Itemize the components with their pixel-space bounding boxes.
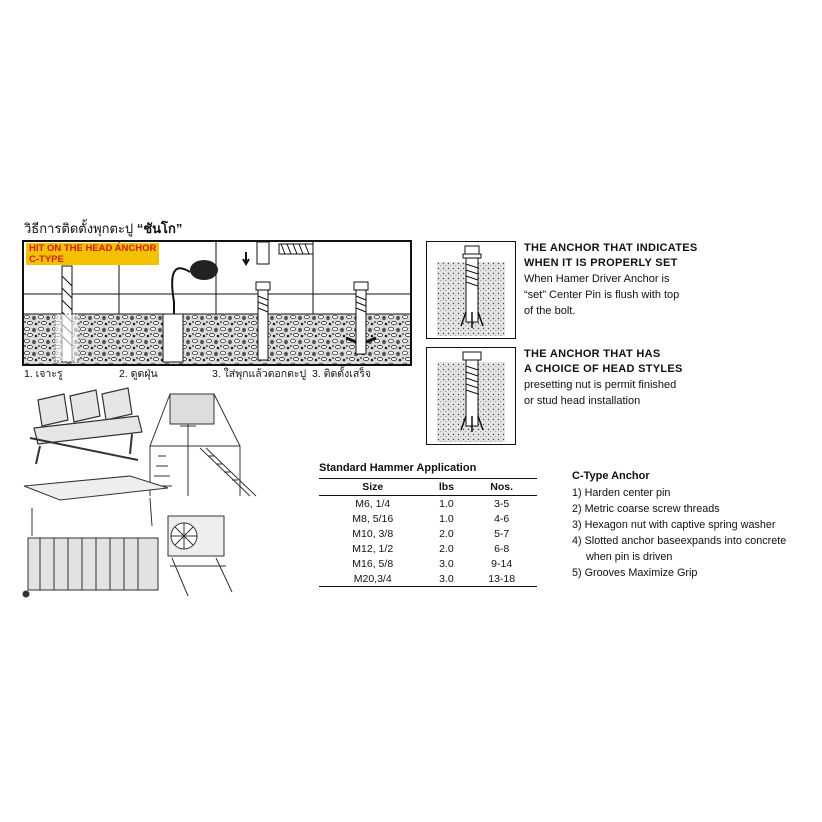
ctype-section [572,470,812,581]
application-illustrations [20,386,290,606]
header-lbs: lbs [426,479,466,496]
info-block-2 [524,347,764,409]
anchor-section-icon-1 [427,242,515,338]
ctype-item-5: 5) Grooves Maximize Grip [572,567,698,579]
info-text-1b: “set” Center Pin is flush with top [524,289,680,301]
ctype-item-4-cont: when pin is driven [586,551,673,563]
ctype-item-2: 2) Metric coarse screw threads [572,503,720,515]
cell-lbs: 3.0 [426,571,466,587]
balcony-icon [23,476,168,597]
anchor-figure-2 [426,347,516,445]
cell-lbs: 1.0 [439,497,454,510]
step-label-2: 2. ดูดฝุ่น [119,368,158,380]
info-text-2b: or stud head installation [524,395,641,407]
cell-nos: 9-14 [491,557,513,570]
cell-nos: 5-7 [494,527,510,540]
cell-lbs: 2.0 [439,527,454,540]
steps-banner-line2: C-TYPE [29,254,64,265]
cell-size: M16, 5/8 [352,557,394,570]
step-label-4: 3. ติดตั้งเสร็จ [312,368,372,380]
info-text-2a: presetting nut is permit finished [524,379,677,391]
steps-banner-line1: HIT ON THE HEAD ANCHOR [29,243,157,254]
cell-lbs: 2.0 [439,542,454,555]
table-row [319,556,537,571]
step-label-1: 1. เจาะรู [24,368,63,380]
table-row [319,496,537,512]
table-row [319,511,537,526]
table-row [319,571,537,587]
info-heading-2a: THE ANCHOR THAT HAS [524,348,661,360]
cell-size: M8, 5/16 [352,512,394,525]
cell-nos: 13-18 [466,571,537,587]
header-size: Size [319,479,426,496]
info-block-1 [524,241,764,319]
header-nos: Nos. [466,479,537,496]
anchor-section-icon-2 [427,348,515,444]
ctype-item-4: 4) Slotted anchor baseexpands into concrete [572,535,787,547]
info-heading-2b: A CHOICE OF HEAD STYLES [524,363,683,375]
application-table-title: Standard Hammer Application [319,462,477,474]
cell-size: M6, 1/4 [355,497,391,510]
cell-nos: 6-8 [494,542,510,555]
anchor-figure-1 [426,241,516,339]
drill-bit-icon [55,266,79,362]
application-table-section [319,462,537,587]
platform-stairs-icon [150,394,256,496]
info-text-1a: When Hamer Driver Anchor is [524,273,670,285]
cell-nos: 4-6 [494,512,510,525]
table-row [319,541,537,556]
install-title-brand: “ชันโก” [136,221,183,236]
install-title [24,218,182,239]
cell-size: M12, 1/2 [352,542,394,555]
cell-nos: 3-5 [494,497,510,510]
install-title-text: วิธีการติดตั้งพุกตะปู [24,221,134,236]
chairs-icon [30,388,142,464]
installation-steps-illustration [22,240,412,366]
application-table [319,478,537,587]
cell-lbs: 1.0 [439,512,454,525]
info-heading-1a: THE ANCHOR THAT INDICATES [524,242,698,254]
air-conditioner-icon [168,516,232,596]
ctype-item-1: 1) Harden center pin [572,487,671,499]
info-heading-1b: WHEN IT IS PROPERLY SET [524,257,678,269]
table-row [319,526,537,541]
info-text-1c: of the bolt. [524,305,576,317]
ctype-item-3: 3) Hexagon nut with captive spring washer [572,519,776,531]
cell-size: M20,3/4 [319,571,426,587]
cell-size: M10, 3/8 [352,527,394,540]
steps-banner [26,243,159,265]
table-header-row [319,479,537,496]
cell-lbs: 3.0 [439,557,454,570]
step-label-3: 3. ใส่พุกแล้วตอกตะปู [212,368,307,380]
ctype-title: C-Type Anchor [572,470,650,482]
